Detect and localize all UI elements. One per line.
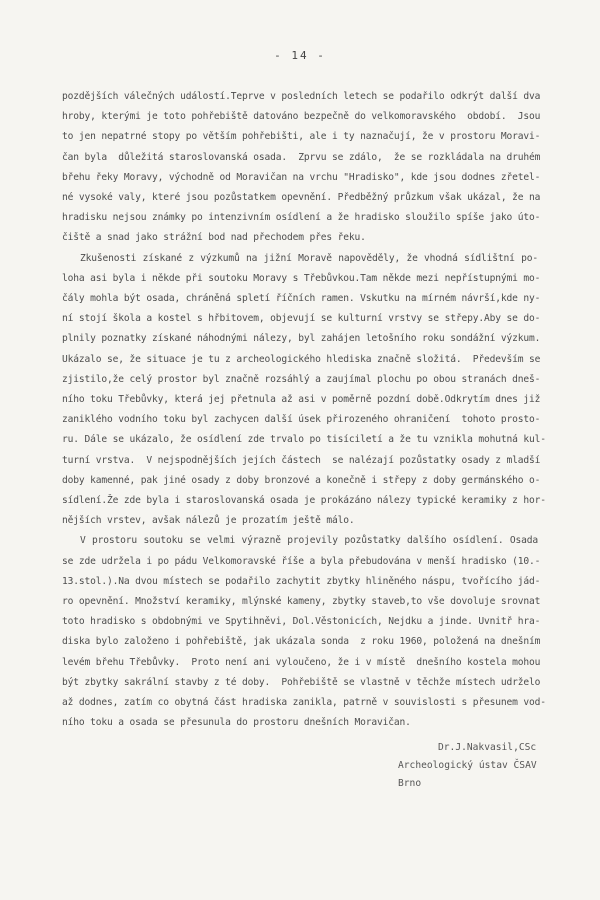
text-line: ro opevnění. Množství keramiky, mlýnské kameny, zbytky staveb,to vše dovoluje srovnat bbox=[62, 596, 541, 607]
text-line: ru. Dále se ukázalo, že osídlení zde trvalo po tisíciletí a že tu vznikla mohutná kul- bbox=[62, 434, 546, 446]
text-line: sídlení.Že zde byla i staroslovanská osada je prokázáno nálezy typické keramiky z hor- bbox=[62, 495, 546, 506]
signature-author: Dr.J.Nakvasil,CSc bbox=[438, 742, 537, 753]
text-line: zaniklého vodního toku byl zachycen další úsek přirozeného ohraničení tohoto prosto- bbox=[62, 414, 541, 426]
text-line: ního toku Třebůvky, která jej přetnula až asi v poměrně pozdní době.Odkrytím dnes již bbox=[62, 394, 541, 405]
text-line: se zde udržela i po pádu Velkomoravské říše a byla přebudována v menší hradisko (10.- bbox=[62, 555, 541, 567]
text-line: hradisku nejsou známky po intenzivním osídlení a že hradisko sloužilo spíše jako úto- bbox=[62, 212, 541, 224]
text-line: hroby, kterými je toto pohřebiště datováno bezpečně do velkomoravského období. Jsou bbox=[62, 111, 541, 123]
text-line: loha asi byla i někde při soutoku Moravy s Třebůvkou.Tam někde mezi nepřístupnými mo- bbox=[62, 272, 541, 284]
text-line: být zbytky sakrální stavby z té doby. Pohřebiště se vlastně v těchže místech udrželo bbox=[62, 676, 541, 688]
text-line: břehu řeky Moravy, východně od Moravičan na vrchu "Hradisko", kde jsou dodnes zřetel- bbox=[62, 171, 541, 183]
text-line: Zkušenosti získané z výzkumů na jižní Moravě napověděly, že vhodná sídlištní po- bbox=[80, 252, 538, 264]
text-line: zjistilo,že celý prostor byl značně rozsáhlý a zaujímal plochu po obou stranách dneš- bbox=[62, 373, 541, 385]
text-line: ního toku a osada se přesunula do prostoru dnešních Moravičan. bbox=[62, 717, 411, 729]
text-line: až dodnes, zatím co obytná část hradiska zanikla, patrně v souvislosti s přesunem vod- bbox=[62, 697, 546, 708]
text-line: čály mohla být osada, chráněná spletí říčních ramen. Vskutku na mírném návrší,kde ny- bbox=[62, 293, 541, 304]
signature-city: Brno bbox=[398, 778, 422, 789]
text-line: to jen nepatrné stopy po větším pohřebišti, ale i ty naznačují, že v prostoru Moravi- bbox=[62, 131, 541, 143]
text-line: né vysoké valy, které jsou pozůstatkem opevnění. Předběžný průzkum však ukázal, že na bbox=[62, 192, 541, 203]
text-line: levém břehu Třebůvky. Proto není ani vyloučeno, že i v místě dnešního kostela mohou bbox=[62, 656, 541, 668]
text-line: čiště a snad jako strážní bod nad přechodem přes řeku. bbox=[62, 232, 366, 244]
text-line: ní stojí škola a kostel s hřbitovem, objevují se kulturní vrstvy se střepy.Aby se do- bbox=[62, 313, 541, 325]
text-line: turní vrstva. V nejspodnějších jejích částech se nalézají pozůstatky osady z mladší bbox=[62, 454, 541, 466]
text-line: plnily poznatky získané náhodnými nálezy, byl zahájen letošního roku sondážní výzkum. bbox=[62, 333, 541, 345]
page-number: - 14 - bbox=[274, 49, 326, 62]
text-line: nějších vrstev, avšak nálezů je prozatím ještě málo. bbox=[62, 515, 355, 527]
text-line: V prostoru soutoku se velmi výrazně projevily pozůstatky dalšího osídlení. Osada bbox=[80, 535, 538, 547]
text-line: doby kamenné, pak jiné osady z doby bronzové a konečně i střepy z doby germánského o- bbox=[62, 474, 541, 486]
text-line: diska bylo založeno i pohřebiště, jak ukázala sonda z roku 1960, položená na dnešním bbox=[62, 636, 541, 648]
text-line: Ukázalo se, že situace je tu z archeologického hlediska značně složitá. Především se bbox=[62, 353, 541, 365]
signature-institution: Archeologický ústav ČSAV bbox=[398, 760, 537, 771]
text-line: 13.stol.).Na dvou místech se podařilo zachytit zbytky hliněného náspu, tvořícího jád- bbox=[62, 575, 541, 587]
text-line: toto hradisko s obdobnými ve Spytihněvi, Dol.Věstonicích, Nejdku a jinde. Uvnitř hra- bbox=[62, 616, 541, 628]
text-line: čan byla důležitá staroslovanská osada. Zprvu se zdálo, že se rozkládala na druhém bbox=[62, 151, 541, 163]
text-line: pozdějších válečných událostí.Teprve v posledních letech se podařilo odkrýt další dva bbox=[62, 91, 541, 102]
